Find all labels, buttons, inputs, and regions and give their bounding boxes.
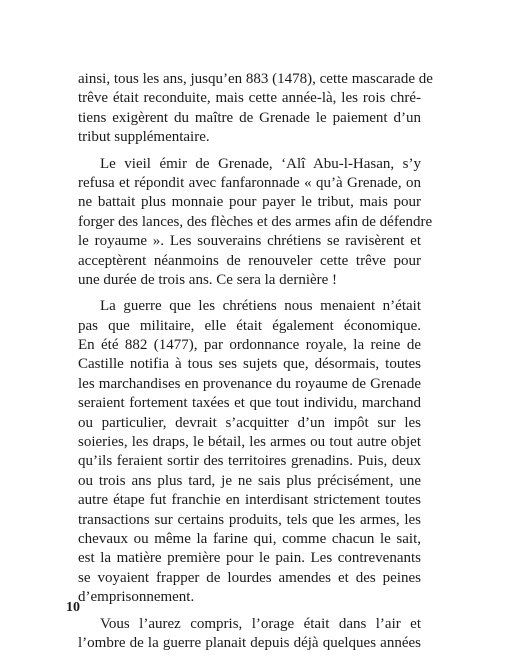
text-line: tribut supplémentaire.	[78, 129, 210, 146]
text-line: Castille notifia à tous ses sujets que, désormais, toutes	[78, 356, 421, 373]
text-line: trêve était reconduite, mais cette année-là, les rois chré-	[78, 90, 421, 107]
paragraph-4	[78, 615, 421, 654]
paragraph-1	[78, 70, 433, 148]
text-line: transactions sur certains produits, tels que les armes, les	[78, 511, 421, 528]
text-line: chevaux ou même la farine qui, comme chacun le sait,	[78, 530, 421, 547]
text-line: qu’ils feraient sortir des territoires grenadins. Puis, deux	[78, 453, 421, 470]
paragraph-3	[78, 297, 421, 607]
text-line: soieries, les draps, le bétail, les armes ou tout autre objet	[78, 434, 421, 451]
text-line: est la matière première pour le pain. Les contrevenants	[78, 550, 421, 567]
text-line: seraient fortement taxées et que tout individu, marchand	[78, 395, 421, 412]
text-line: refusa et répondit avec fanfaronnade « qu’à Grenade, on	[78, 174, 421, 191]
text-line: Vous l’aurez compris, l’orage était dans l’air et	[100, 615, 421, 632]
text-line: ne battait plus monnaie pour payer le tribut, mais pour	[78, 194, 421, 211]
text-line: une durée de trois ans. Ce sera la dernière !	[78, 271, 338, 288]
text-line: Le vieil émir de Grenade, ‘Alî Abu-l-Hasan, s’y	[100, 155, 421, 172]
text-line: En été 882 (1477), par ordonnance royale, la reine de	[78, 337, 421, 354]
text-line: le royaume ». Les souverains chrétiens se ravisèrent et	[78, 233, 421, 250]
text-line: tiens exigèrent du maître de Grenade le paiement d’un	[78, 109, 421, 126]
text-line: d’emprisonnement.	[78, 589, 195, 606]
page-number: 10	[66, 600, 80, 615]
text-line: ou particulier, devrait s’acquitter d’un impôt sur les	[78, 414, 421, 431]
text-line: ainsi, tous les ans, jusqu’en 883 (1478), cette mascarade de	[78, 71, 433, 87]
page-body	[78, 70, 433, 653]
text-line: forger des lances, des flèches et des armes afin de défendre	[78, 213, 433, 230]
text-line: les marchandises en provenance du royaume de Grenade	[78, 375, 421, 392]
paragraph-2	[78, 155, 433, 291]
text-line: se voyaient frapper de lourdes amendes et des peines	[78, 569, 421, 586]
text-line: La guerre que les chrétiens nous menaient n’était	[100, 298, 421, 315]
text-line: acceptèrent néanmoins de renouveler cette trêve pour	[78, 252, 421, 269]
text-line: l’ombre de la guerre planait depuis déjà quelques années	[78, 634, 421, 651]
text-line: pas que militaire, elle était également économique.	[78, 317, 421, 334]
text-line: ou trois ans plus tard, je ne sais plus précisément, une	[78, 472, 421, 489]
text-line: autre étape fut franchie en interdisant strictement toutes	[78, 492, 421, 509]
